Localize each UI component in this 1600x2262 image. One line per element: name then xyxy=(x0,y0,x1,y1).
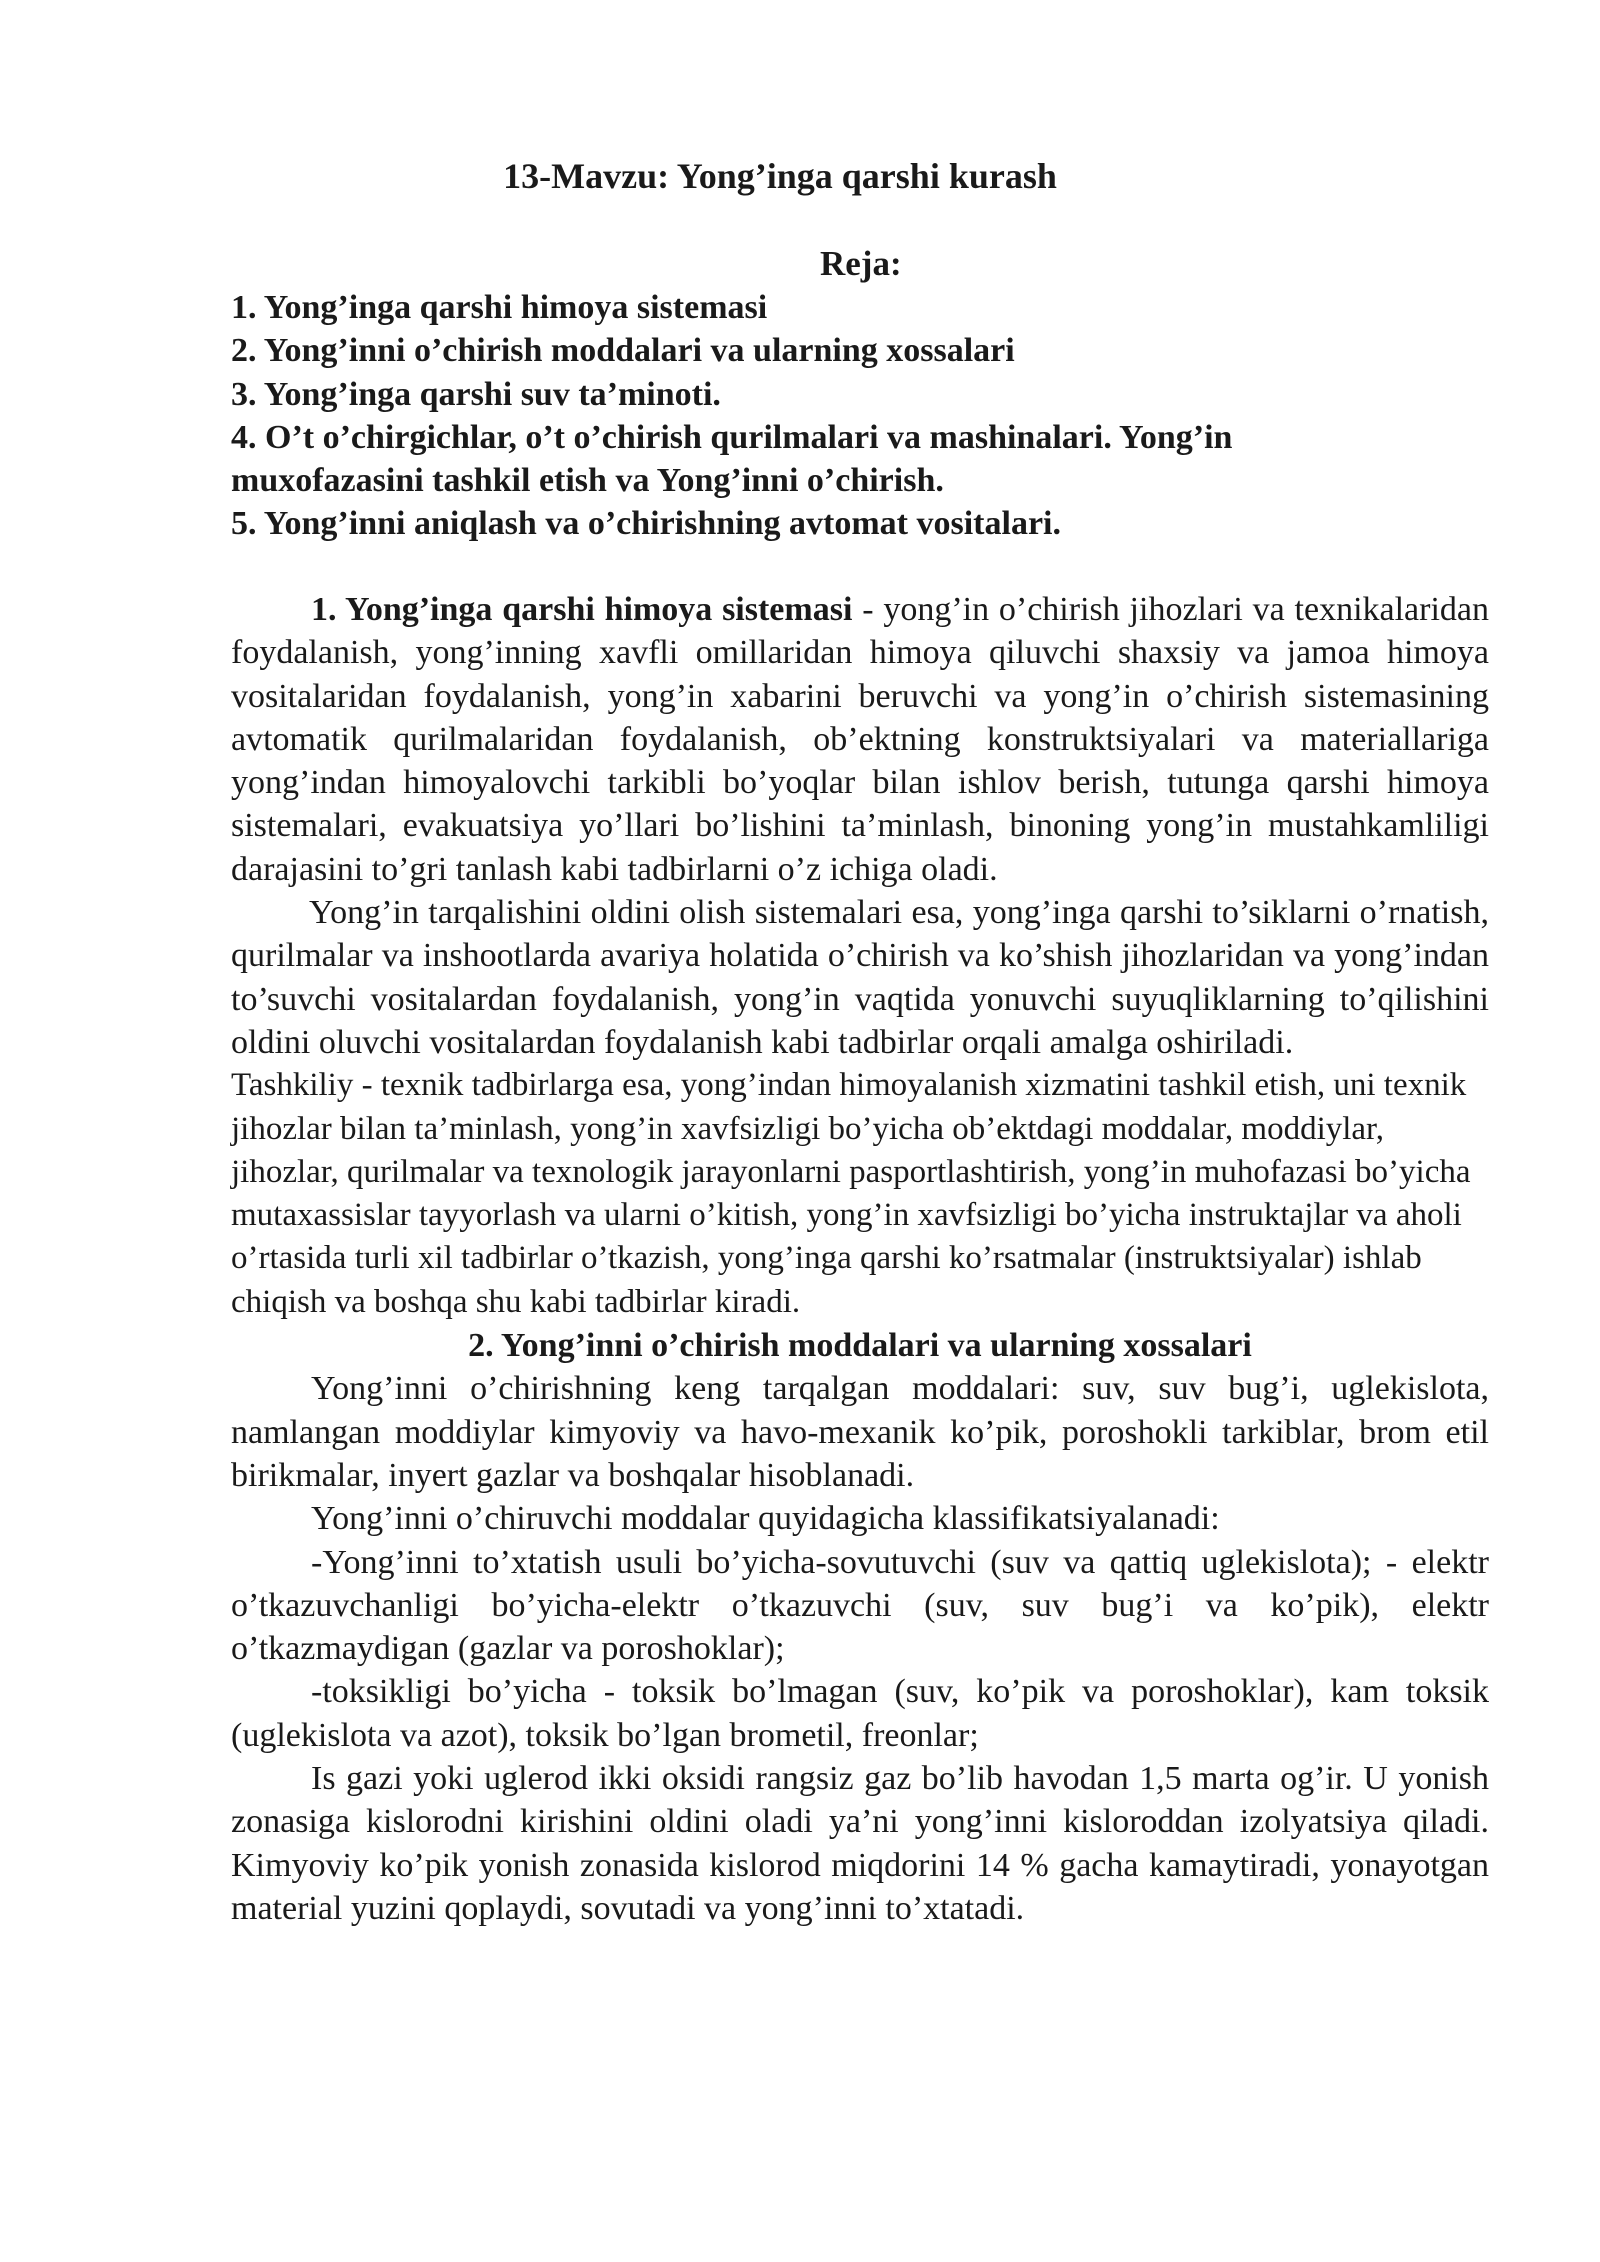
section2-paragraph-2: Yong’inni o’chiruvchi moddalar quyidagicha klassifikatsiyalanadi: xyxy=(311,1500,1220,1538)
section2-paragraph-3: -Yong’inni to’xtatish usuli bo’yicha-sovutuvchi (suv va qattiq uglekislota); - elektr o’tkazuvchanligi bo’yicha-elektr o’tkazuvchi (suv, suv bug’i va ko’pik), elektr o’tkazmaydigan (gazlar va poroshoklar); xyxy=(231,1543,1489,1668)
document-title xyxy=(0,152,1600,200)
plan-item: 4. O’t o’chirgichlar, o’t o’chirish qurilmalari va mashinalari. Yong’in muxofazasini tashkil etish va Yong’inni o’chirish. xyxy=(231,418,1233,500)
section1-paragraph-2: Yong’in tarqalishini oldini olish sistemalari esa, yong’inga qarshi to’siklarni o’rnatish, qurilmalar va inshootlarda avariya holatida o’chirish va ko’shish jihozlaridan va yong’indan to’suvchi vositalardan foydalanish, yong’in vaqtida yonuvchi suyuqliklarning to’qilishini oldini oluvchi vositalardan foydalanish kabi tadbirlar orqali amalga oshiriladi. xyxy=(231,894,1489,1061)
plan-item: 1. Yong’inga qarshi himoya sistemasi xyxy=(231,289,768,326)
section1-lead-bold: 1. Yong’inga qarshi himoya sistemasi xyxy=(311,591,853,628)
section1-lead-text: - yong’in o’chirish jihozlari va texnikalaridan foydalanish, yong’inning xavfli omillaridan himoya qiluvchi shaxsiy va jamoa himoya vositalaridan foydalanish, yong’in xabarini beruvchi va yong’in o’chirish sistemasining avtomatik qurilmalaridan foydalanish, ob’ektning konstruktsiyalari va materiallariga yong’indan himoyalovchi tarkibli bo’yoqlar bilan ishlov berish, tutunga qarshi himoya sistemalari, evakuatsiya yo’llari bo’lishini ta’minlash, binoning yong’in mustahkamliligi darajasini to’gri tanlash kabi tadbirlarni o’z ichiga oladi. xyxy=(231,591,1489,888)
section1-paragraph-1 xyxy=(231,588,1489,891)
section1-paragraph-3: Tashkiliy - texnik tadbirlarga esa, yong’indan himoyalanish xizmatini tashkil etish, uni texnik jihozlar bilan ta’minlash, yong’in xavfsizligi bo’yicha ob’ektdagi moddalar, moddiylar, jihozlar, qurilmalar va texnologik jarayonlarni pasportlashtirish, yong’in muhofazasi bo’yicha mutaxassislar tayyorlash va ularni o’kitish, yong’in xavfsizligi bo’yicha instruktajlar va aholi o’rtasida turli xil tadbirlar o’tkazish, yong’inga qarshi ko’rsatmalar (instruktsiyalar) ishlab chiqish va boshqa shu kabi tadbirlar kiradi. xyxy=(231,1067,1471,1320)
title-text: 13-Mavzu: Yong’inga qarshi kurash xyxy=(503,156,1057,196)
plan-item: 2. Yong’inni o’chirish moddalari va ularning xossalari xyxy=(231,332,1015,370)
section2-paragraph-1: Yong’inni o’chirishning keng tarqalgan moddalari: suv, suv bug’i, uglekislota, namlangan moddiylar kimyoviy va havo-mexanik ko’pik, poroshokli tarkiblar, brom etil birikmalar, inyert gazlar va boshqalar hisoblanadi. xyxy=(231,1370,1489,1494)
section2-heading: 2. Yong’inni o’chirish moddalari va ularning xossalari xyxy=(468,1327,1252,1365)
plan-item: 3. Yong’inga qarshi suv ta’minoti. xyxy=(231,375,721,413)
plan-item: 5. Yong’inni aniqlash va o’chirishning avtomat vositalari. xyxy=(231,505,1061,543)
plan-heading: Reja: xyxy=(820,244,902,283)
section2-paragraph-5: Is gazi yoki uglerod ikki oksidi rangsiz gaz bo’lib havodan 1,5 marta og’ir. U yonish zonasiga kislorodni kirishini oldini oladi ya’ni yong’inni kisloroddan izolyatsiya qiladi. Kimyoviy ko’pik yonish zonasida kislorod miqdorini 14 % gacha kamaytiradi, yonayotgan material yuzini qoplaydi, sovutadi va yong’inni to’xtatadi. xyxy=(231,1760,1489,1927)
document-body xyxy=(231,588,1489,1930)
section2-paragraph-4: -toksikligi bo’yicha - toksik bo’lmagan (suv, ko’pik va poroshoklar), kam toksik (uglekislota va azot), toksik bo’lgan brometil, freonlar; xyxy=(231,1673,1489,1754)
plan-list xyxy=(231,286,1411,546)
